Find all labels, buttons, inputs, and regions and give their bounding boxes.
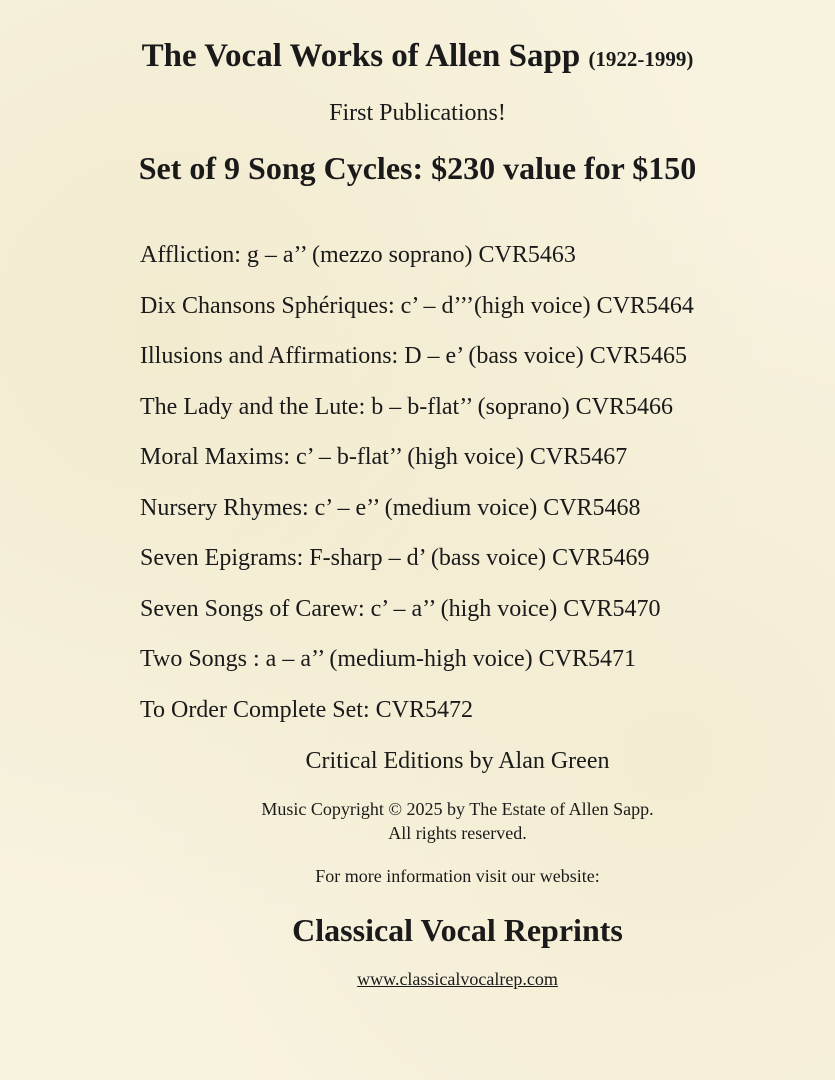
song-cycle-list (140, 238, 694, 743)
info-text: For more information visit our website: (315, 866, 600, 886)
list-item: Nursery Rhymes: c’ – e’’ (medium voice) CVR5468 (140, 494, 641, 521)
list-item: The Lady and the Lute: b – b-flat’’ (soprano) CVR5466 (140, 393, 673, 420)
list-item: Seven Epigrams: F-sharp – d’ (bass voice) CVR5469 (140, 545, 650, 571)
title-text: The Vocal Works of Allen Sapp (141, 38, 581, 74)
copyright-line: Music Copyright © 2025 by The Estate of Allen Sapp. (261, 799, 654, 819)
website (0, 966, 835, 992)
list-item: Dix Chansons Sphériques: c’ – d’’’(high voice) CVR5464 (140, 292, 694, 319)
rights-line: All rights reserved. (388, 823, 527, 843)
editor-credit: Critical Editions by Alan Green (305, 748, 610, 774)
offer-heading: Set of 9 Song Cycles: $230 value for $150 (138, 150, 697, 186)
list-item: Seven Songs of Carew: c’ – a’’ (high voice) CVR5470 (140, 595, 661, 622)
list-item: Affliction: g – a’’ (mezzo soprano) CVR5463 (140, 242, 576, 268)
list-item: Moral Maxims: c’ – b-flat’’ (high voice) CVR5467 (140, 444, 628, 470)
subtitle: First Publications! (329, 100, 506, 126)
title-years: (1922-1999) (588, 47, 694, 71)
copyright-notice (0, 797, 835, 845)
order-set-item: To Order Complete Set: CVR5472 (140, 696, 473, 723)
list-item: Two Songs : a – a’’ (medium-high voice) CVR5471 (140, 646, 637, 672)
list-item: Illusions and Affirmations: D – e’ (bass voice) CVR5465 (140, 343, 688, 369)
website-link[interactable]: www.classicalvocalrep.com (357, 969, 558, 989)
page-title (0, 36, 835, 79)
publisher-name: Classical Vocal Reprints (292, 912, 623, 948)
